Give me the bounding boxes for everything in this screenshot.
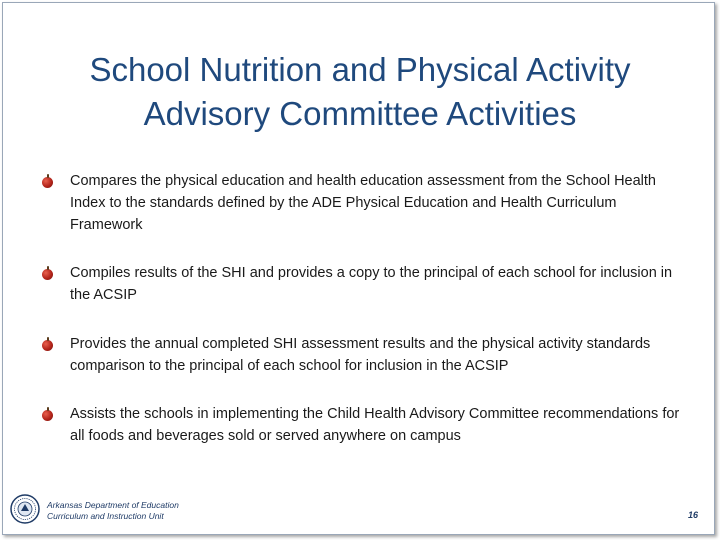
bullet-list	[42, 170, 682, 447]
apple-bullet-icon	[42, 340, 53, 351]
bullet-item	[42, 170, 682, 236]
apple-bullet-icon	[42, 410, 53, 421]
ade-seal-icon	[10, 494, 40, 524]
footer-org-line-1: Arkansas Department of Education	[47, 500, 179, 510]
bullet-text: Assists the schools in implementing the Child Health Advisory Committee recommendations for all foods and beverages sold or served anywhere on campus	[70, 406, 680, 444]
bullet-text: Compares the physical education and health education assessment from the School Health Index to the standards defined by the ADE Physical Education and Health Curriculum Framework	[70, 173, 656, 233]
footer-organization	[47, 500, 179, 522]
bullet-item	[42, 262, 682, 306]
slide-title-line-2: Advisory Committee Activities	[143, 95, 577, 132]
slide-title	[0, 48, 720, 136]
apple-bullet-icon	[42, 269, 53, 280]
page-number: 16	[687, 510, 698, 520]
bullet-item	[42, 333, 682, 377]
bullet-item	[42, 403, 682, 447]
bullet-text: Provides the annual completed SHI assessment results and the physical activity standards comparison to the principal of each school for inclusion in the ACSIP	[70, 336, 651, 374]
bullet-text: Compiles results of the SHI and provides a copy to the principal of each school for inclusion in the ACSIP	[70, 265, 673, 303]
apple-bullet-icon	[42, 177, 53, 188]
footer-org-line-2: Curriculum and Instruction Unit	[47, 511, 164, 521]
slide-title-line-1: School Nutrition and Physical Activity	[89, 51, 631, 88]
